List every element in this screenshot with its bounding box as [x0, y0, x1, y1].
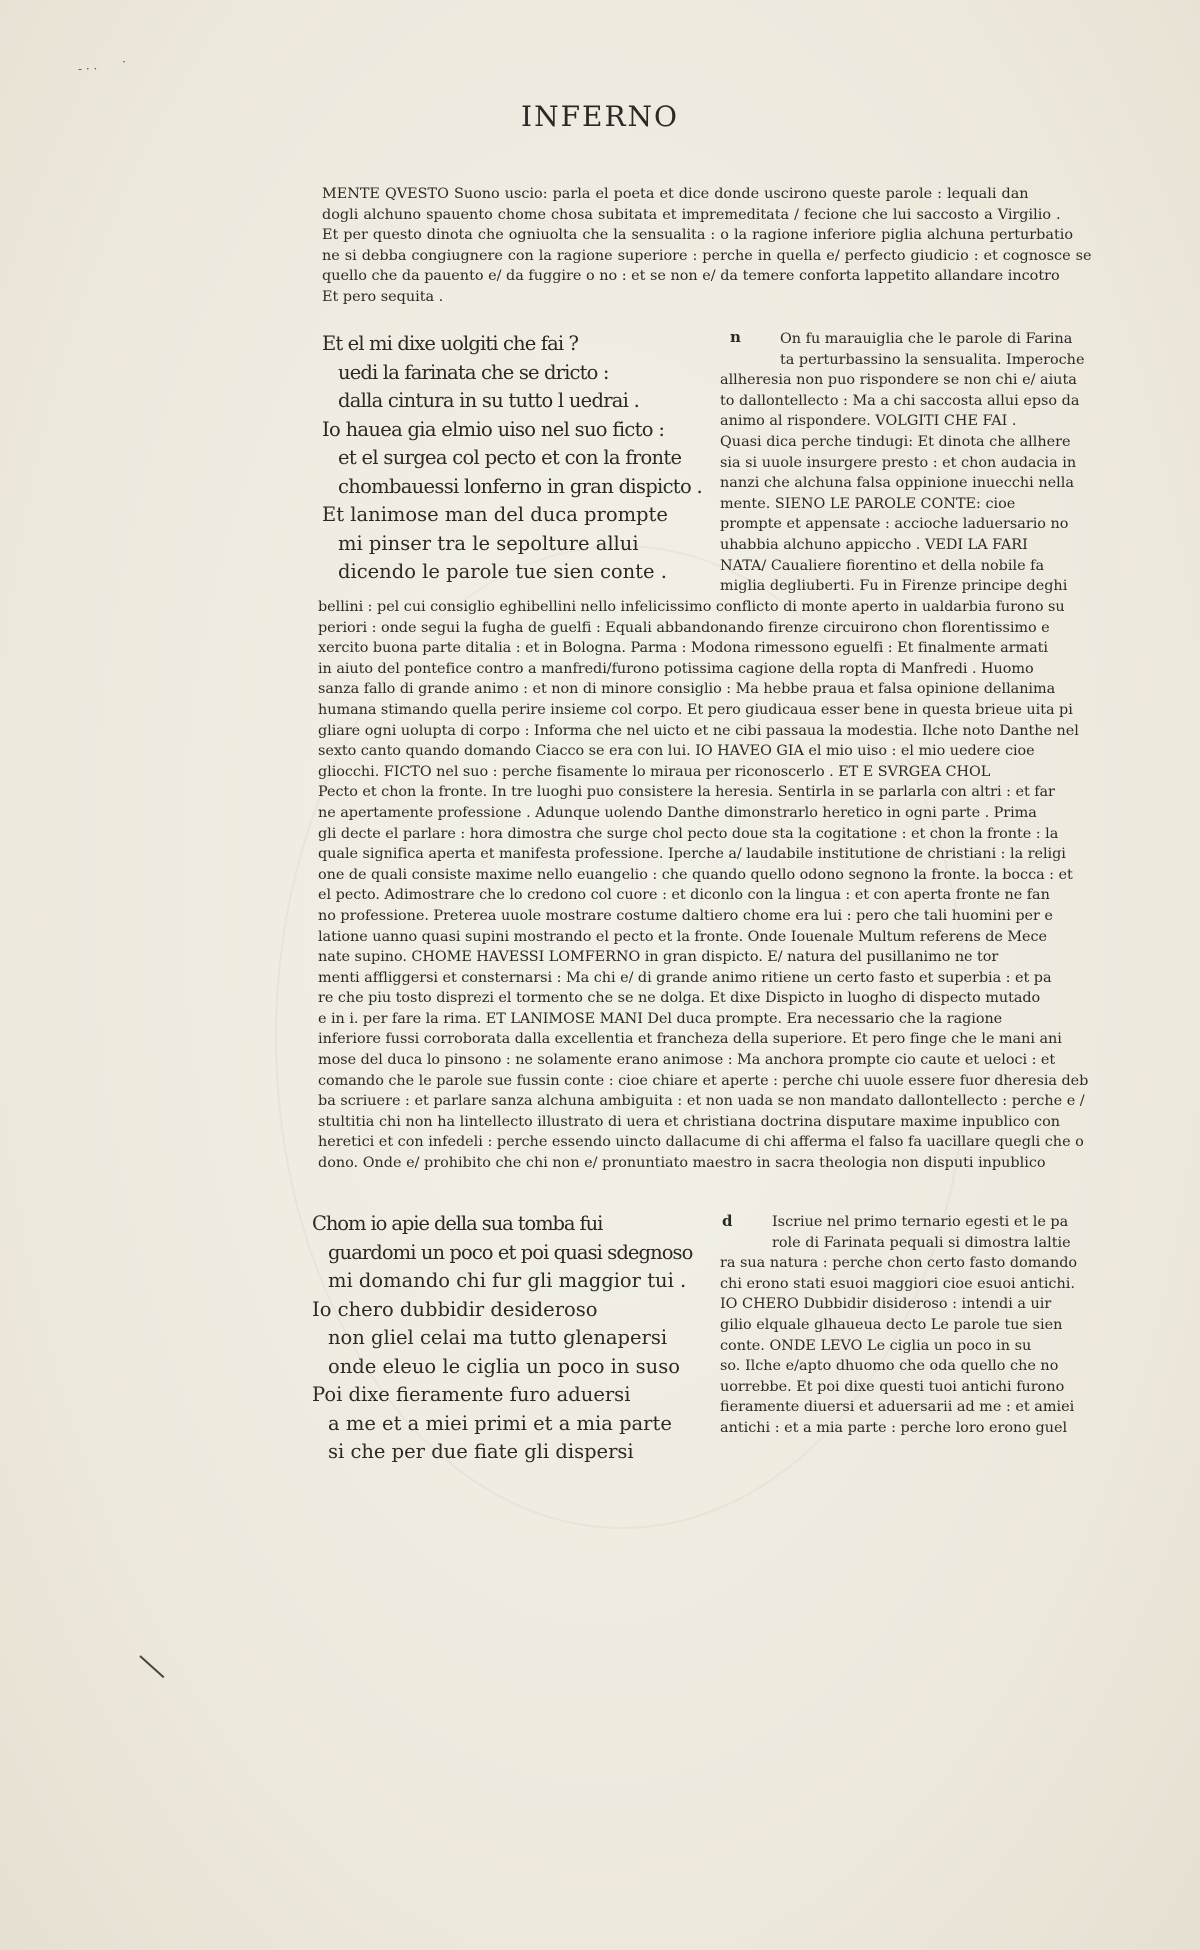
commentary-line: one de quali consiste maxime nello euangelio : che quando quello odono segnono la fronte. la bocca : et: [318, 866, 1073, 883]
commentary-line: stultitia chi non ha lintellecto illustrato di uera et christiana doctrina disputare maxime inpublico con: [318, 1113, 1060, 1130]
commentary-line: uorrebbe. Et poi dixe questi tuoi antichi furono: [720, 1378, 1065, 1395]
commentary-line: no professione. Preterea uuole mostrare costume daltiero chome era lui : pero che tali huomini per e: [318, 907, 1053, 924]
verse-line: dicendo le parole tue sien conte .: [338, 560, 667, 583]
commentary-line: quello che da pauento e/ da fuggire o no : et se non e/ da temere conforta lappetito allandare incotro: [322, 268, 1060, 285]
commentary-line: Pecto et chon la fronte. In tre luoghi puo consistere la heresia. Sentirla in se parlarla con altri : et far: [318, 784, 1055, 801]
commentary-line: e in i. per fare la rima. ET LANIMOSE MANI Del duca prompte. Era necessario che la ragione: [318, 1010, 1003, 1027]
pen-stroke-mark: [139, 1655, 164, 1678]
verse-line: Poi dixe fieramente furo aduersi: [312, 1383, 631, 1406]
verse-line: a me et a miei primi et a mia parte: [328, 1411, 672, 1435]
commentary-line: Et pero sequita .: [322, 288, 444, 305]
commentary-line: inferiore fussi corroborata dalla excellentia et francheza della superiore. Et pero finge che le mani ani: [318, 1031, 1062, 1048]
commentary-line: to dallontellecto : Ma a chi saccosta allui epso da: [720, 392, 1080, 409]
commentary-line: comando che le parole sue fussin conte : cioe chiare et aperte : perche chi uuole essere fuor dheresia deb: [318, 1072, 1089, 1089]
main-commentary: [318, 597, 1088, 1174]
ink-speck: - · ·: [78, 62, 98, 76]
verse-line: Et lanimose man del duca prompte: [322, 503, 668, 526]
drop-cap-d: d: [722, 1212, 733, 1230]
verse-line: dalla cintura in su tutto l uedrai .: [338, 389, 640, 412]
commentary-line: nanzi che alchuna falsa oppinione inuecchi nella: [720, 475, 1074, 492]
commentary-line: mente. SIENO LE PAROLE CONTE: cioe: [720, 495, 1016, 512]
commentary-line: gli decte el parlare : hora dimostra che surge chol pecto doue sta la cogitatione : et chon la fronte : la: [318, 825, 1059, 842]
page-header: INFERNO: [521, 100, 679, 133]
verse-line: guardomi un poco et poi quasi sdegnoso: [328, 1240, 693, 1264]
commentary-line: Et per questo dinota che ogniuolta che la sensualita : o la ragione inferiore piglia alchuna perturbatio: [322, 227, 1073, 244]
verse-line: mi domando chi fur gli maggior tui .: [328, 1269, 687, 1292]
commentary-line: ba scriuere : et parlare sanza alchuna ambiguita : et non uada se non mandato dallontellecto : perche e /: [318, 1093, 1085, 1110]
commentary-line: prompte et appensate : accioche laduersario no: [720, 516, 1069, 533]
commentary-line: uhabbia alchuno appiccho . VEDI LA FARI: [720, 536, 1028, 553]
commentary-line: bellini : pel cui consiglio eghibellini nello infelicissimo conflicto di monte aperto in ualdarbia furono su: [318, 599, 1065, 615]
drop-cap-n: n: [730, 328, 741, 346]
commentary-line: ne si debba congiugnere con la ragione superiore : perche in quella e/ perfecto giudicio : et cognosce se: [322, 247, 1092, 264]
commentary-line: heretici et con infedeli : perche essendo uincto dallacume di chi afferma el falso fa uacillare quegli che o: [318, 1134, 1084, 1151]
intro-commentary: [322, 184, 1092, 308]
commentary-line: xercito buona parte ditalia : et in Bologna. Parma : Modona rimessono eguelfi : Et finalmente armati: [318, 640, 1048, 657]
commentary-line: el pecto. Adimostrare che lo credono col cuore : et diconlo con la lingua : et con aperta fronte ne fan: [318, 887, 1050, 904]
commentary-line: MENTE QVESTO Suono uscio: parla el poeta et dice donde uscirono queste parole : lequali dan: [322, 186, 1029, 202]
commentary-line: mose del duca lo pinsono : ne solamente erano animose : Ma anchora prompte cio caute et ueloci : et: [318, 1052, 1056, 1069]
commentary-line: chi erono stati esuoi maggiori cioe esuoi antichi.: [720, 1275, 1075, 1292]
ink-speck: ·: [122, 55, 126, 69]
commentary-line: sexto canto quando domando Ciacco se era con lui. IO HAVEO GIA el mio uiso : el mio uedere cioe: [318, 743, 1035, 760]
commentary-line: allheresia non puo rispondere se non chi e/ aiuta: [720, 372, 1077, 389]
commentary-line: nate supino. CHOME HAVESSI LOMFERNO in gran dispicto. E/ natura del pusillanimo ne tor: [318, 949, 999, 966]
commentary-line: antichi : et a mia parte : perche loro erono guel: [720, 1419, 1068, 1436]
commentary-line: gliocchi. FICTO nel suo : perche fisamente lo miraua per riconoscerlo . ET E SVRGEA CHOL: [318, 763, 991, 780]
verse-block-1: [322, 330, 702, 587]
verse-line: non gliel celai ma tutto glenapersi: [328, 1326, 668, 1349]
commentary-line: Iscriue nel primo ternario egesti et le pa: [772, 1214, 1069, 1230]
commentary-line: dono. Onde e/ prohibito che chi non e/ pronuntiato maestro in sacra theologia non disputi inpublico: [318, 1155, 1046, 1172]
commentary-line: role di Farinata pequali si dimostra laltie: [772, 1234, 1071, 1251]
commentary-line: Quasi dica perche tindugi: Et dinota che allhere: [720, 433, 1071, 450]
commentary-line: ta perturbassino la sensualita. Imperoche: [780, 351, 1085, 368]
commentary-line: quale significa aperta et manifesta professione. Iperche a/ laudabile institutione de christiani : la religi: [318, 846, 1066, 863]
commentary-line: On fu marauiglia che le parole di Farina: [780, 331, 1073, 347]
verse-line: mi pinser tra le sepolture allui: [338, 531, 639, 555]
verse-line: chombauessi lonferno in gran dispicto .: [338, 474, 702, 498]
commentary-line: IO CHERO Dubbidir disideroso : intendi a uir: [720, 1296, 1052, 1313]
verse-line: Et el mi dixe uolgiti che fai ?: [322, 332, 579, 355]
verse-line: si che per due fiate gli dispersi: [328, 1440, 634, 1463]
verse-line: Chom io apie della sua tomba fui: [312, 1212, 603, 1235]
commentary-line: sia si uuole insurgere presto : et chon audacia in: [720, 454, 1077, 471]
commentary-line: fieramente diuersi et aduersarii ad me : et amiei: [720, 1399, 1075, 1416]
commentary-line: dogli alchuno spauento chome chosa subitata et impremeditata / fecione che lui saccosto a Virgilio .: [322, 206, 1061, 223]
commentary-line: ne apertamente professione . Adunque uolendo Danthe dimonstrarlo heretico in ogni parte . Prima: [318, 804, 1037, 821]
commentary-line: sanza fallo di grande animo : et non di minore consiglio : Ma hebbe praua et falsa opinione dellanima: [318, 681, 1056, 698]
commentary-line: NATA/ Caualiere fiorentino et della nobile fa: [720, 557, 1045, 574]
commentary-line: re che piu tosto disprezi el tormento che se ne dolga. Et dixe Dispicto in luogho di dispecto mutado: [318, 990, 1041, 1007]
commentary-line: gilio elquale glhaueua decto Le parole tue sien: [720, 1316, 1063, 1333]
commentary-line: humana stimando quella perire insieme col corpo. Et pero giudicaua esser bene in questa brieue uita pi: [318, 701, 1073, 718]
commentary-line: in aiuto del pontefice contro a manfredi/furono potissima cagione della ropta di Manfredi . Huomo: [318, 660, 1034, 677]
verse-block-2: [312, 1210, 692, 1467]
verse-line: Io chero dubbidir desideroso: [312, 1297, 598, 1321]
commentary-line: ra sua natura : perche chon certo fasto domando: [720, 1255, 1078, 1272]
commentary-block-2: [720, 1212, 1077, 1439]
commentary-line: periori : onde segui la fugha de guelfi : Equali abbandonando firenze circuirono chon florentissimo e: [318, 619, 1050, 636]
verse-line: uedi la farinata che se dricto :: [338, 360, 609, 384]
commentary-line: animo al rispondere. VOLGITI CHE FAI .: [720, 413, 1017, 430]
commentary-line: so. Ilche e/apto dhuomo che oda quello che no: [720, 1358, 1059, 1375]
commentary-block-1: [720, 329, 1084, 597]
commentary-line: conte. ONDE LEVO Le ciglia un poco in su: [720, 1337, 1032, 1354]
verse-line: et el surgea col pecto et con la fronte: [338, 446, 682, 469]
commentary-line: miglia degliuberti. Fu in Firenze principe deghi: [720, 578, 1068, 595]
commentary-line: gliare ogni uolupta di corpo : Informa che nel uicto et ne cibi passaua la modestia. Ilche noto Danthe nel: [318, 722, 1079, 739]
commentary-line: menti affliggersi et consternarsi : Ma chi e/ di grande animo ritiene un certo fasto et superbia : et pa: [318, 969, 1052, 986]
verse-line: Io hauea gia elmio uiso nel suo ficto :: [322, 417, 665, 441]
verse-line: onde eleuo le ciglia un poco in suso: [328, 1354, 680, 1378]
commentary-line: latione uanno quasi supini mostrando el pecto et la fronte. Onde Iouenale Multum referens de Mece: [318, 928, 1048, 945]
